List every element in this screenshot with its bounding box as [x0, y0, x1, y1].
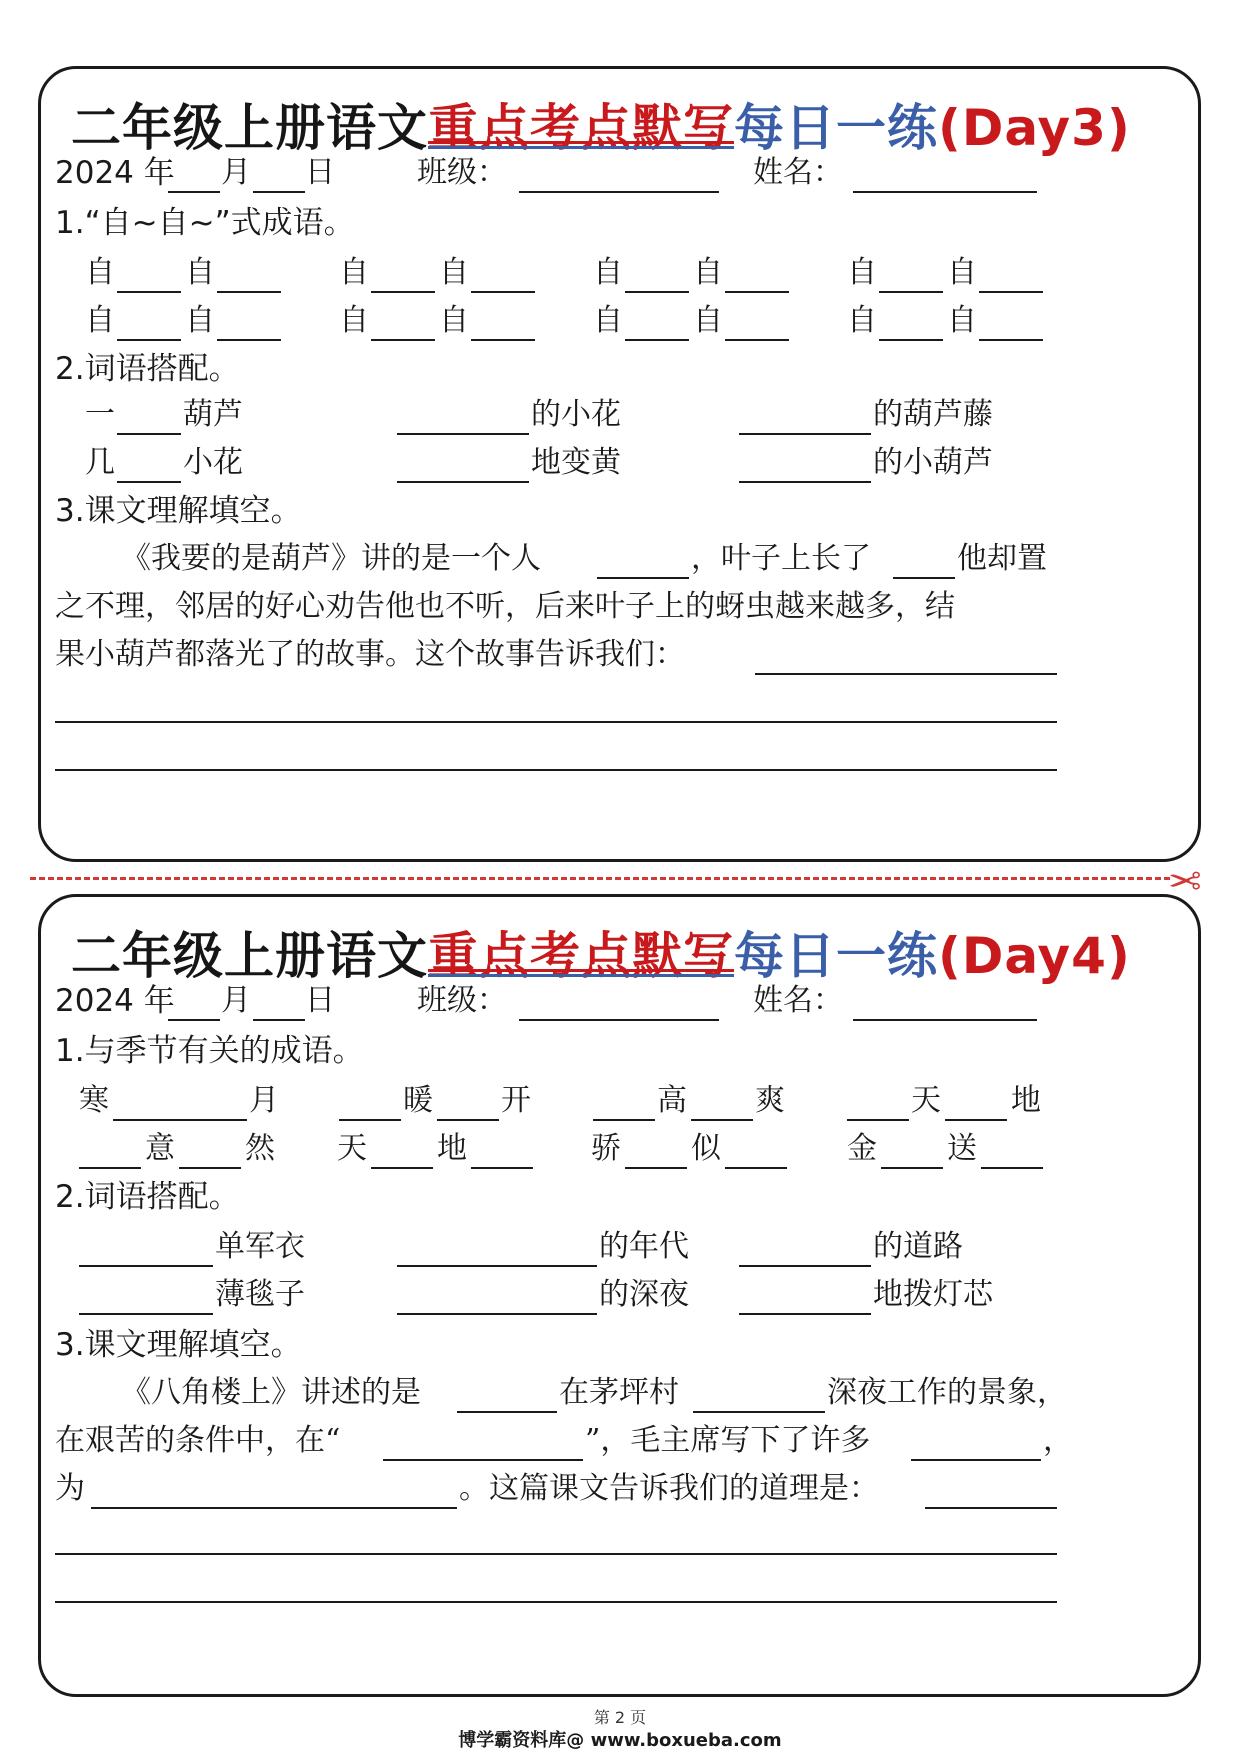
question-1-title: 1.与季节有关的成语。 — [55, 1033, 364, 1069]
answer-line[interactable] — [55, 769, 1057, 771]
answer-blank[interactable] — [79, 1279, 213, 1315]
question-1-title: 1.“自~自~”式成语。 — [55, 205, 355, 241]
answer-blank[interactable] — [371, 305, 435, 341]
answer-blank[interactable] — [117, 399, 181, 435]
answer-blank[interactable] — [879, 257, 943, 293]
question-3-title: 3.课文理解填空。 — [55, 493, 302, 529]
answer-blank[interactable] — [397, 399, 529, 435]
answer-blank[interactable] — [739, 1279, 871, 1315]
answer-blank[interactable] — [79, 1133, 141, 1169]
answer-blank[interactable] — [371, 1133, 433, 1169]
answer-blank[interactable] — [725, 257, 789, 293]
answer-blank[interactable] — [691, 1085, 753, 1121]
answer-blank[interactable] — [217, 305, 281, 341]
name-field[interactable] — [853, 985, 1037, 1021]
answer-blank[interactable] — [79, 1231, 213, 1267]
answer-blank[interactable] — [339, 1085, 401, 1121]
question-2-title: 2.词语搭配。 — [55, 351, 240, 387]
answer-blank[interactable] — [847, 1085, 909, 1121]
answer-blank[interactable] — [117, 447, 181, 483]
answer-blank[interactable] — [881, 1133, 943, 1169]
answer-blank[interactable] — [625, 1133, 687, 1169]
answer-blank[interactable] — [725, 305, 789, 341]
worksheet-day4: 二年级上册语文重点考点默写每日一练(Day4) 2024 年 月 日 班级： 姓名： 1.与季节有关的成语。 寒 月 暖 开 高 爽 天 地 意 然 天 地 骄 似 金 送 2.词语搭配。 单军衣 的年代 的道路 薄毯子 的深夜 地拨灯芯 3.课文理解填空。 《八角楼上》讲述的是 在茅坪村 深夜工作的景象， 在艰苦的条件中，在“ ”，毛主席写下了许多 ， 为 。这篇课文告诉我们的道理是： — [38, 894, 1201, 1697]
watermark-site: 博学霸资料库@ www.boxueba.com — [458, 1730, 782, 1751]
answer-blank[interactable] — [879, 305, 943, 341]
worksheet-day3: 二年级上册语文重点考点默写每日一练(Day3) 2024 年 月 日 班级： 姓名： 1.“自~自~”式成语。 自 自 自 自 自 自 自 自 自 自 自 自 自 自 自 自 2.词语搭配。 一 葫芦 的小花 的葫芦藤 几 小花 地变黄 的小葫芦 3.课文理解填空。 《我要的是葫芦》讲的是一个人 ，叶子上长了 他却置 之不理，邻居的好心劝告他也不听，后来叶子上的蚜虫越来越多，结 果小葫芦都落光了的故事。这个故事告诉我们： — [38, 66, 1201, 862]
answer-blank[interactable] — [117, 305, 181, 341]
scissors-icon: ✂ — [1168, 856, 1202, 902]
answer-blank[interactable] — [625, 257, 689, 293]
answer-blank[interactable] — [979, 257, 1043, 293]
answer-blank[interactable] — [371, 257, 435, 293]
question-2-title: 2.词语搭配。 — [55, 1179, 240, 1215]
answer-blank[interactable] — [397, 1231, 597, 1267]
class-field[interactable] — [519, 157, 719, 193]
answer-blank[interactable] — [437, 1085, 499, 1121]
answer-blank[interactable] — [91, 1473, 457, 1509]
answer-blank[interactable] — [755, 639, 1057, 675]
month-field[interactable] — [168, 157, 220, 193]
answer-blank[interactable] — [925, 1473, 1057, 1509]
answer-blank[interactable] — [693, 1377, 825, 1413]
answer-line[interactable] — [55, 721, 1057, 723]
answer-blank[interactable] — [217, 257, 281, 293]
cut-line — [30, 877, 1170, 880]
class-field[interactable] — [519, 985, 719, 1021]
worksheet-title: 二年级上册语文重点考点默写每日一练(Day4) — [71, 927, 1131, 985]
answer-blank[interactable] — [179, 1133, 241, 1169]
answer-blank[interactable] — [117, 257, 181, 293]
answer-blank[interactable] — [945, 1085, 1007, 1121]
page-number: 第 2 页 — [593, 1708, 647, 1727]
answer-blank[interactable] — [471, 257, 535, 293]
question-3-title: 3.课文理解填空。 — [55, 1327, 302, 1363]
answer-blank[interactable] — [981, 1133, 1043, 1169]
answer-line[interactable] — [55, 1601, 1057, 1603]
answer-blank[interactable] — [597, 543, 689, 579]
name-field[interactable] — [853, 157, 1037, 193]
reading-line-2: 之不理，邻居的好心劝告他也不听，后来叶子上的蚜虫越来越多，结 — [55, 589, 955, 624]
answer-blank[interactable] — [625, 305, 689, 341]
answer-blank[interactable] — [725, 1133, 787, 1169]
day-field[interactable] — [253, 157, 305, 193]
answer-blank[interactable] — [471, 1133, 533, 1169]
month-field[interactable] — [168, 985, 220, 1021]
answer-blank[interactable] — [471, 305, 535, 341]
answer-blank[interactable] — [979, 305, 1043, 341]
answer-blank[interactable] — [739, 1231, 871, 1267]
answer-blank[interactable] — [457, 1377, 557, 1413]
answer-blank[interactable] — [739, 399, 871, 435]
answer-blank[interactable] — [383, 1425, 583, 1461]
worksheet-title: 二年级上册语文重点考点默写每日一练(Day3) — [71, 99, 1131, 157]
answer-blank[interactable] — [397, 447, 529, 483]
answer-blank[interactable] — [911, 1425, 1041, 1461]
answer-blank[interactable] — [739, 447, 871, 483]
answer-blank[interactable] — [893, 543, 955, 579]
answer-blank[interactable] — [397, 1279, 597, 1315]
answer-blank[interactable] — [593, 1085, 655, 1121]
day-field[interactable] — [253, 985, 305, 1021]
answer-line[interactable] — [55, 1553, 1057, 1555]
answer-blank[interactable] — [113, 1085, 247, 1121]
